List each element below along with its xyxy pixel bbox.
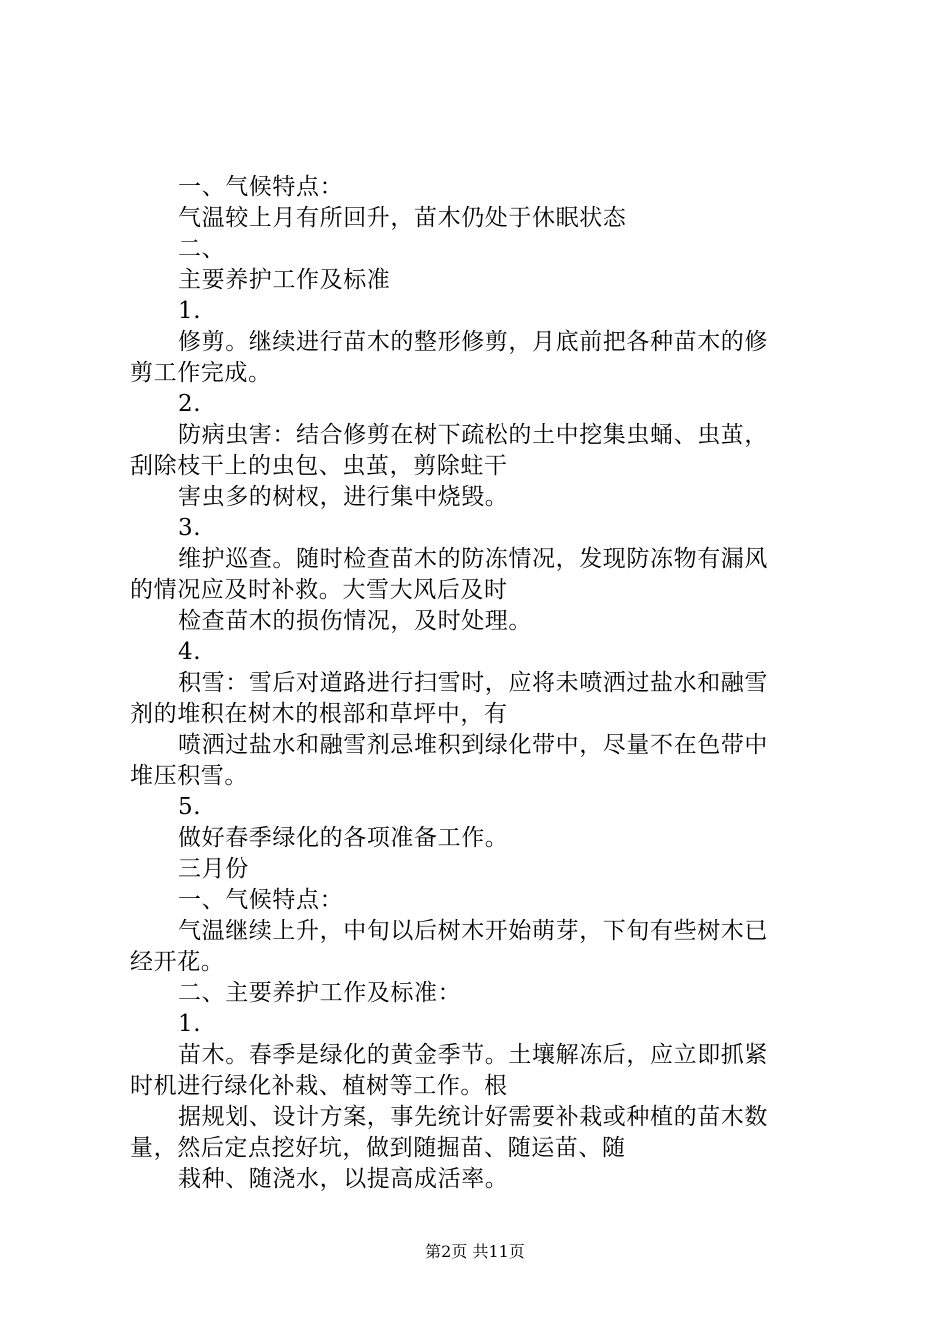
text-line: 量，然后定点挖好坑，做到随掘苗、随运苗、随 <box>130 1135 626 1161</box>
text-line: 堆压积雪。 <box>130 763 248 789</box>
text-line: 栽种、随浇水，以提高成活率。 <box>178 1166 509 1192</box>
text-line: 害虫多的树杈，进行集中烧毁。 <box>178 484 509 510</box>
text-line: 防病虫害：结合修剪在树下疏松的土中挖集虫蛹、虫茧， <box>178 422 768 448</box>
text-line: 5. <box>178 794 202 820</box>
text-line: 主要养护工作及标准 <box>178 267 391 293</box>
text-line: 1. <box>178 298 202 324</box>
text-line: 一、气候特点： <box>178 887 344 913</box>
text-line: 1. <box>178 1011 202 1037</box>
text-line: 气温继续上升，中旬以后树木开始萌芽，下旬有些树木已 <box>178 918 768 944</box>
text-line: 据规划、设计方案，事先统计好需要补栽或种植的苗木数 <box>178 1104 768 1130</box>
text-line: 4. <box>178 639 202 665</box>
text-line: 剂的堆积在树木的根部和草坪中，有 <box>130 701 508 727</box>
page-footer: 第2页 共11页 <box>425 1242 525 1261</box>
text-line: 3. <box>178 515 202 541</box>
document-body <box>130 172 830 1195</box>
text-line: 二、主要养护工作及标准： <box>178 980 462 1006</box>
text-line: 2. <box>178 391 202 417</box>
text-line: 做好春季绿化的各项准备工作。 <box>178 825 509 851</box>
text-line: 三月份 <box>178 856 249 882</box>
text-line: 修剪。继续进行苗木的整形修剪，月底前把各种苗木的修 <box>178 329 768 355</box>
text-line: 时机进行绿化补栽、植树等工作。根 <box>130 1073 508 1099</box>
text-line: 苗木。春季是绿化的黄金季节。土壤解冻后，应立即抓紧 <box>178 1042 768 1068</box>
text-line: 检查苗木的损伤情况，及时处理。 <box>178 608 532 634</box>
text-line: 经开花。 <box>130 949 225 975</box>
text-line: 二、 <box>178 236 226 262</box>
text-line: 剪工作完成。 <box>130 360 272 386</box>
text-line: 喷洒过盐水和融雪剂忌堆积到绿化带中，尽量不在色带中 <box>178 732 768 758</box>
text-line: 的情况应及时补救。大雪大风后及时 <box>130 577 508 603</box>
text-line: 一、气候特点： <box>178 174 344 200</box>
text-line: 维护巡查。随时检查苗木的防冻情况，发现防冻物有漏风 <box>178 546 768 572</box>
text-line: 积雪：雪后对道路进行扫雪时，应将未喷洒过盐水和融雪 <box>178 670 768 696</box>
text-line: 气温较上月有所回升，苗木仍处于休眠状态 <box>178 205 627 231</box>
text-line: 刮除枝干上的虫包、虫茧，剪除蛀干 <box>130 453 508 479</box>
